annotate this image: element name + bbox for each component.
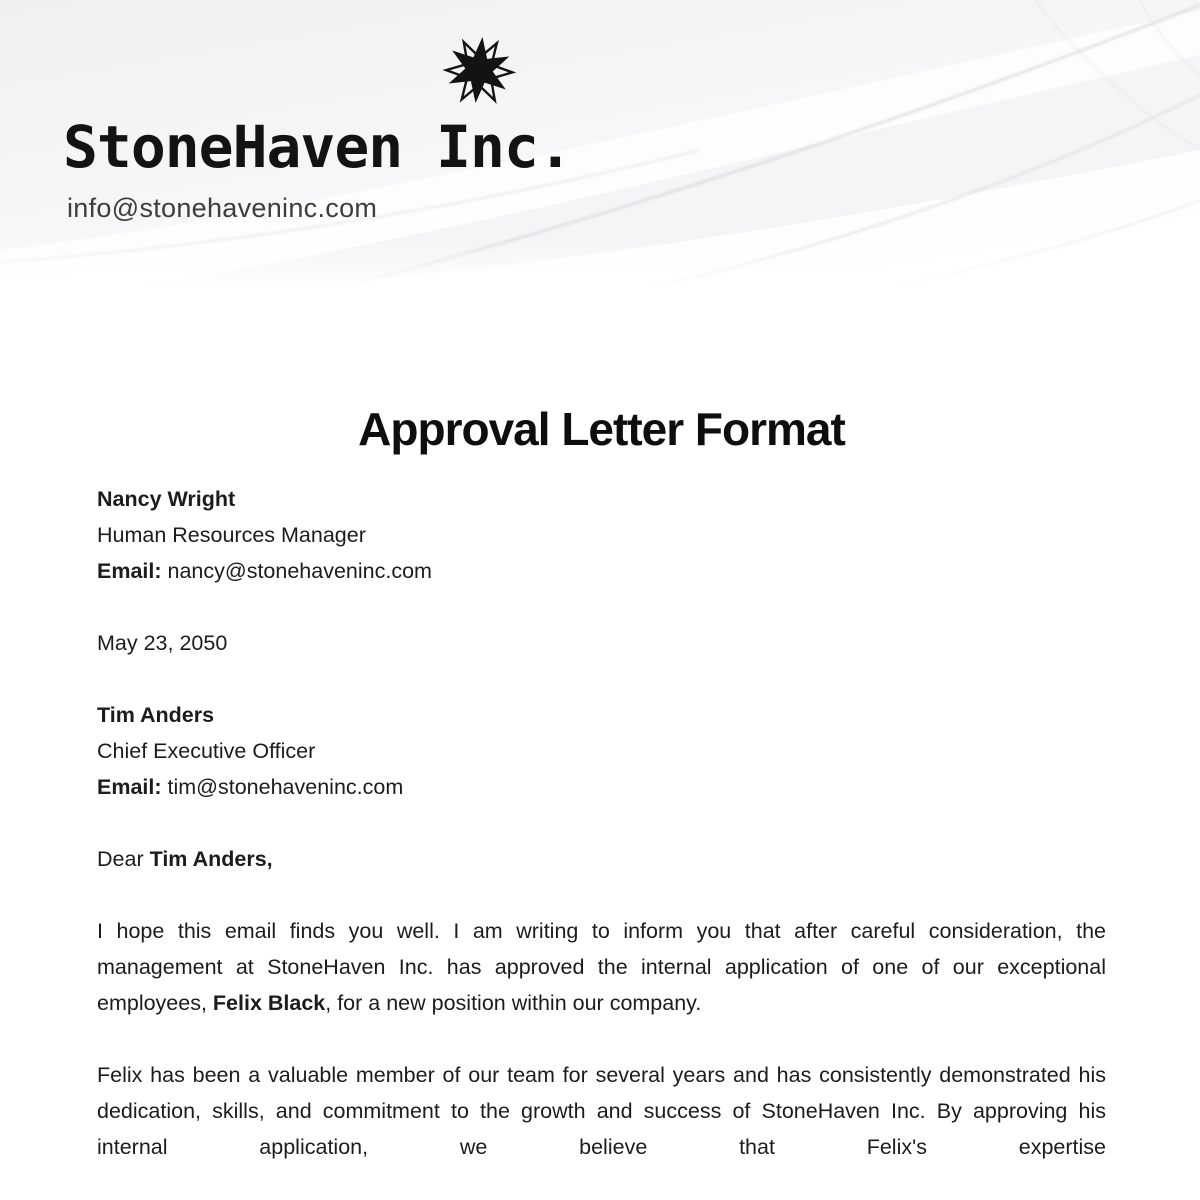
- recipient-block: [97, 697, 1106, 805]
- recipient-email-label: Email:: [97, 775, 162, 800]
- paragraph-1-bold-name: Felix Black: [212, 991, 326, 1016]
- salutation-prefix: Dear: [97, 847, 150, 872]
- paragraph-2: [97, 1057, 1106, 1165]
- company-name: StoneHaven Inc.: [63, 113, 572, 181]
- paragraph-1: [97, 913, 1106, 1021]
- sender-name: Nancy Wright: [97, 487, 236, 512]
- sender-role: Human Resources Manager: [97, 523, 366, 548]
- company-email: info@stonehaveninc.com: [67, 193, 378, 223]
- sender-email-address: nancy@stonehaveninc.com: [167, 559, 432, 584]
- sender-email-line: [97, 553, 1106, 589]
- letter-title: Approval Letter Format: [358, 403, 845, 455]
- salutation: [97, 841, 1106, 877]
- letterhead: [0, 0, 1200, 290]
- sender-block: [97, 481, 1106, 589]
- letter-body: [0, 402, 1200, 1165]
- paragraph-2-text: Felix has been a valuable member of our team for several years and has consistently demonstrated his dedication, skills, and commitment to the growth and success of StoneHaven Inc. By approving his internal application, we believe that Felix's expertise: [97, 1063, 1106, 1160]
- paragraph-1-text: I hope this email finds you well. I am writing to inform you that after careful consideration, the management at StoneHaven Inc. has approved the internal application of one of our exceptional employees,: [97, 919, 1106, 1016]
- recipient-email-line: [97, 769, 1106, 805]
- recipient-role: Chief Executive Officer: [97, 739, 316, 764]
- starburst-icon: [433, 24, 525, 116]
- letter-date: May 23, 2050: [97, 631, 228, 656]
- recipient-name: Tim Anders: [97, 703, 215, 728]
- paragraph-1-text-end: , for a new position within our company.: [325, 991, 702, 1016]
- recipient-email-address: tim@stonehaveninc.com: [167, 775, 404, 800]
- salutation-name: Tim Anders,: [149, 847, 273, 872]
- sender-email-label: Email:: [97, 559, 162, 584]
